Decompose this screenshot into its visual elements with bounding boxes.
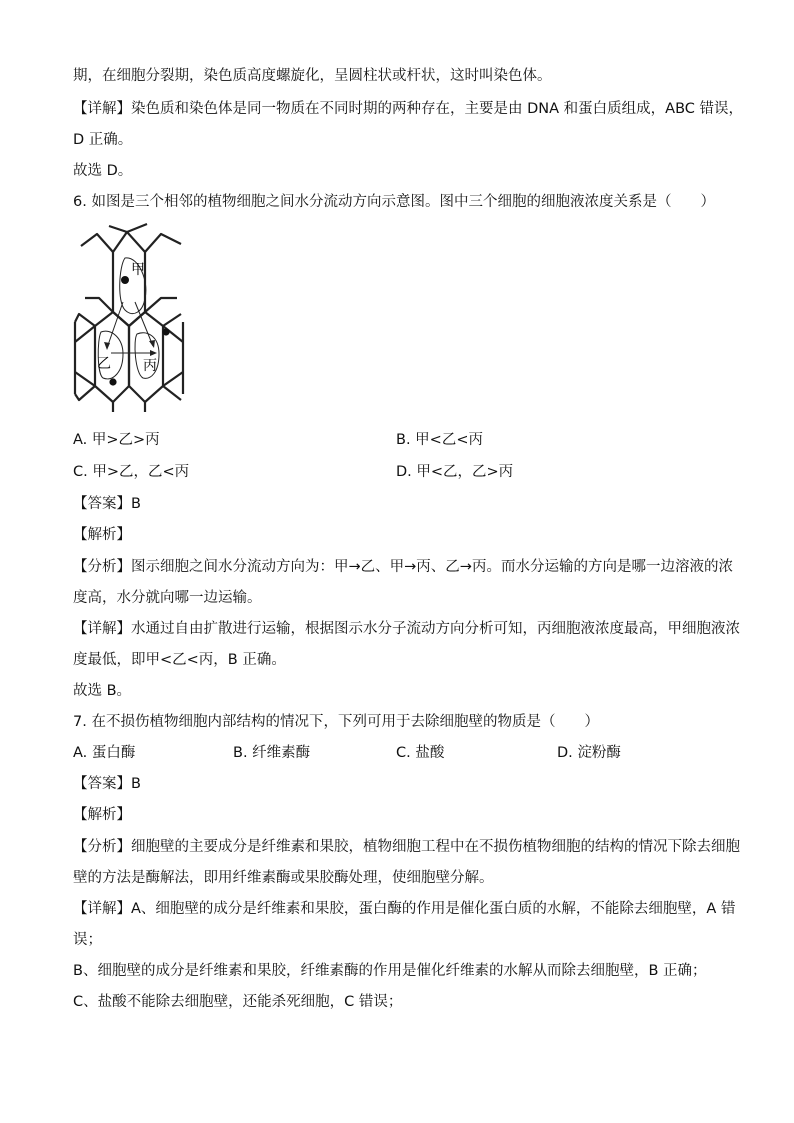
q6-option-b: B. 甲<乙<丙: [396, 432, 483, 448]
q6-option-d: D. 甲<乙，乙>丙: [396, 464, 514, 480]
q7-option-d: D. 淀粉酶: [557, 745, 621, 761]
label-cell-yi: 乙: [97, 356, 111, 372]
cell-diagram-svg: [73, 222, 185, 412]
q6-analysis: 【分析】图示细胞之间水分流动方向为：甲→乙、甲→丙、乙→丙。而水分运输的方向是哪一边溶液的浓: [73, 559, 733, 575]
q7-answer: 【答案】B: [73, 776, 141, 792]
q6-conclusion: 故选 B。: [73, 683, 132, 699]
question-6-stem: 6. 如图是三个相邻的植物细胞之间水分流动方向示意图。图中三个细胞的细胞液浓度关系是（ ）: [73, 194, 715, 210]
q7-option-a: A. 蛋白酶: [73, 745, 136, 761]
q7-option-c: C. 盐酸: [396, 745, 445, 761]
q7-analysis: 壁的方法是酶解法，即用纤维素酶或果胶酶处理，使细胞壁分解。: [73, 870, 494, 886]
q7-detail: 误；: [73, 932, 102, 948]
q6-detail: 度最低，即甲<乙<丙，B 正确。: [73, 652, 286, 668]
q7-detail: 【详解】A、细胞壁的成分是纤维素和果胶，蛋白酶的作用是催化蛋白质的水解，不能除去细胞壁，A 错: [73, 901, 736, 917]
question-7-stem: 7. 在不损伤植物细胞内部结构的情况下，下列可用于去除细胞壁的物质是（ ）: [73, 714, 599, 730]
q6-analysis: 度高，水分就向哪一边运输。: [73, 590, 262, 606]
text-line: 【详解】染色质和染色体是同一物质在不同时期的两种存在，主要是由 DNA 和蛋白质组成，ABC 错误，: [73, 101, 743, 117]
cell-wall-top: [113, 232, 145, 326]
q7-option-b: B. 纤维素酶: [233, 745, 311, 761]
q6-analysis-title: 【解析】: [73, 527, 131, 543]
q6-option-a: A. 甲>乙>丙: [73, 432, 160, 448]
q7-analysis-title: 【解析】: [73, 807, 131, 823]
q7-detail: B、细胞壁的成分是纤维素和果胶，纤维素酶的作用是催化纤维素的水解从而除去细胞壁，B 正确；: [73, 963, 707, 979]
text-line: D 正确。: [73, 132, 133, 148]
q6-detail: 【详解】水通过自由扩散进行运输，根据图示水分子流动方向分析可知，丙细胞液浓度最高，甲细胞液浓: [73, 621, 740, 637]
q6-answer: 【答案】B: [73, 496, 141, 512]
q7-detail: C、盐酸不能除去细胞壁，还能杀死细胞，C 错误；: [73, 994, 403, 1010]
q7-analysis: 【分析】细胞壁的主要成分是纤维素和果胶，植物细胞工程中在不损伤植物细胞的结构的情况下除去细胞: [73, 839, 740, 855]
text-line: 故选 D。: [73, 163, 133, 179]
label-cell-jia: 甲: [131, 262, 145, 278]
label-cell-bing: 丙: [143, 358, 157, 374]
cell-wall-right: [129, 312, 163, 402]
q6-option-c: C. 甲>乙，乙<丙: [73, 464, 190, 480]
text-line: 期，在细胞分裂期，染色质高度螺旋化，呈圆柱状或杆状，这时叫染色体。: [73, 68, 552, 84]
cell-water-flow-diagram: [73, 222, 185, 412]
